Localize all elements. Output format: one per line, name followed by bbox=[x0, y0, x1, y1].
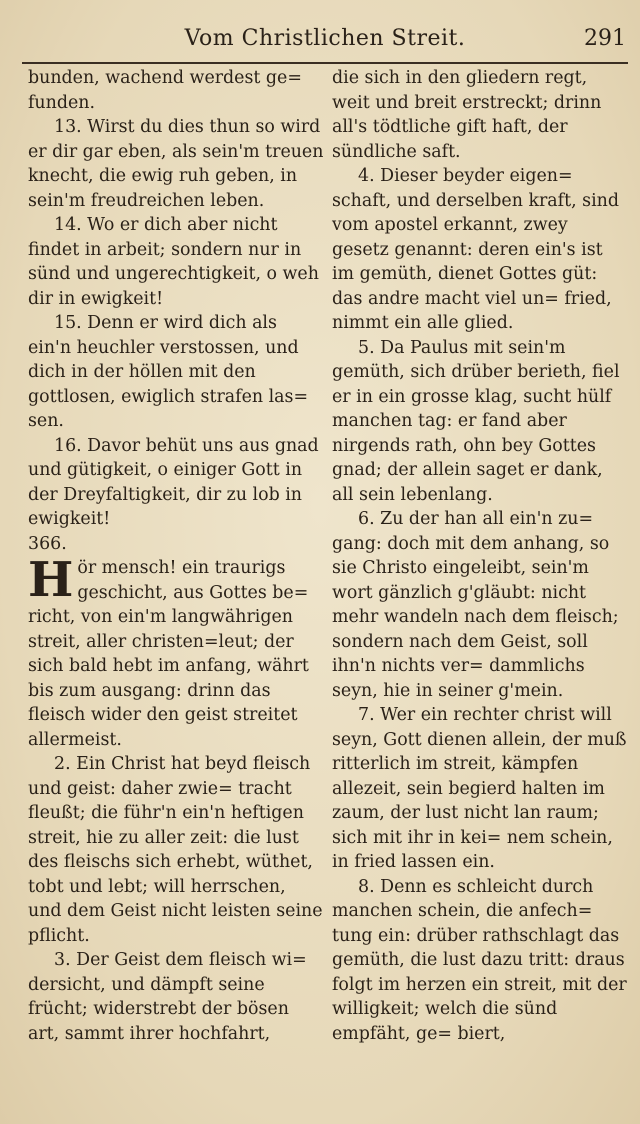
header-rule bbox=[22, 62, 628, 64]
verse-3: 3. Der Geist dem fleisch wi= dersicht, und dämpft seine frücht; widerstrebt der bösen art, sammt ihrer hochfahrt, bbox=[28, 950, 307, 1044]
verse-5: 5. Da Paulus mit sein'm gemüth, sich drüber berieth, fiel er in ein grosse klag, sucht hülf manchen tag: er fand aber nirgends rath, ohn bey Gottes gnad; der allein saget er dank, all sein lebenlang. bbox=[332, 337, 620, 505]
running-title: Vom Christlichen Streit. bbox=[184, 26, 466, 51]
verse-16: 16. Davor behüt uns aus gnad und gütigkeit, o einiger Gott in der Dreyfaltigkeit, dir zu lob in ewigkeit! bbox=[28, 435, 319, 529]
verse-6: 6. Zu der han all ein'n zu= gang: doch mit dem anhang, so sie Christo eingeleibt, sein'm wort gänzlich g'gläubt: nicht mehr wandeln nach dem fleisch; sondern nach dem Geist, soll ihn'n nichts ver= dammlichs seyn, hie in seiner g'mein. bbox=[332, 509, 619, 701]
verse-13: 13. Wirst du dies thun so wird er dir gar eben, als sein'm treuen knecht, die ewig ruh geben, in sein'm freudreichen leben. bbox=[28, 117, 324, 211]
verse-14: 14. Wo er dich aber nicht findet in arbeit; sondern nur in sünd und ungerechtigkeit, o weh dir in ewigkeit! bbox=[28, 215, 319, 309]
verse-7: 7. Wer ein rechter christ will seyn, Gott dienen allein, der muß ritterlich im streit, kämpfen allezeit, sein begierd halten im zaum, der lust nicht lan raum; sich mit ihr in kei= nem schein, in fried lassen ein. bbox=[332, 705, 627, 872]
verse-8: 8. Denn es schleicht durch manchen schein, die anfech= tung ein: drüber rathschlagt das gemüth, die lust dazu tritt: draus folgt im herzen ein streit, mit der willigkeit; welch die sünd empfäht, ge= biert, bbox=[332, 876, 627, 1044]
hymn-number: 366. bbox=[28, 533, 67, 554]
continuation-text: bunden, wachend werdest ge= funden. bbox=[28, 68, 302, 113]
hymn-verse-1 bbox=[28, 552, 324, 752]
continuation-text-right: die sich in den gliedern regt, weit und breit erstreckt; drinn all's tödtliche gift haft, der sündliche saft. bbox=[332, 68, 602, 162]
right-column bbox=[332, 66, 628, 1046]
verse-15: 15. Denn er wird dich als ein'n heuchler verstossen, und dich in der höllen mit den gottlosen, ewiglich strafen las= sen. bbox=[28, 313, 309, 431]
hymn-verse-1-text: ör mensch! ein traurigs geschicht, aus Gottes be= richt, von ein'm langwährigen streit, aller christen=leut; der sich bald hebt im anfang, währt bis zum ausgang: drinn das fleisch wider den geist streitet allermeist. bbox=[28, 558, 309, 750]
left-column bbox=[28, 66, 324, 1046]
verse-2: 2. Ein Christ hat beyd fleisch und geist: daher zwie= tracht fleußt; die führ'n ein'n heftigen streit, hie zu aller zeit: die lust des fleischs sich erhebt, wüthet, tobt und lebt; will herrschen, und dem Geist nicht leisten seine pflicht. bbox=[28, 754, 323, 946]
drop-capital: H bbox=[28, 552, 74, 608]
verse-4: 4. Dieser beyder eigen= schaft, und derselben kraft, sind vom apostel erkannt, zwey gesetz genannt: deren ein's ist im gemüth, dienet Gottes güt: das andre macht viel un= fried, nimmt ein alle glied. bbox=[332, 166, 619, 333]
page-number: 291 bbox=[584, 26, 626, 51]
page-header bbox=[20, 20, 630, 60]
